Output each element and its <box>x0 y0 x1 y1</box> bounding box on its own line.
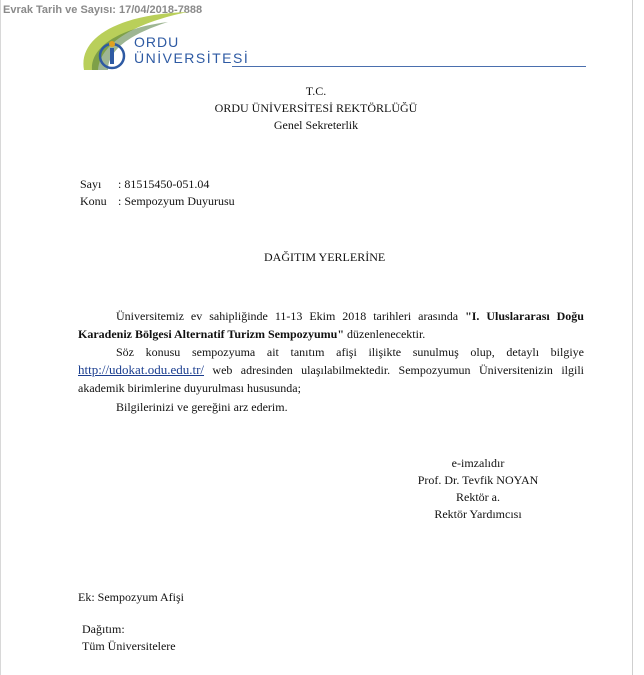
paragraph-3 <box>78 398 584 416</box>
symposium-link[interactable]: http://udokat.odu.edu.tr/ <box>78 362 205 377</box>
p2-text-start: Söz konusu sempozyuma ait tanıtım afişi ilişikte sunulmuş olup, detaylı bilgiye <box>116 345 584 359</box>
signature-title-2: Rektör Yardımcısı <box>434 507 522 521</box>
logo-emblem-dot <box>109 41 115 47</box>
paragraph-1 <box>78 307 584 343</box>
logo-line-2: ÜNİVERSİTESİ <box>134 50 250 66</box>
konu-value: : Sempozyum Duyurusu <box>118 194 235 208</box>
signature-name: Prof. Dr. Tevfik NOYAN <box>417 473 539 487</box>
logo-emblem-bar <box>110 48 114 64</box>
symposium-title: "I. Uluslararası Doğu Karadeniz Bölgesi Alternatif Turizm Sempozyumu" <box>78 309 584 341</box>
p3-text: Bilgilerinizi ve gereğini arz ederim. <box>116 400 288 414</box>
signature-title-1: Rektör a. <box>456 490 500 504</box>
sayi-label: Sayı <box>80 177 102 191</box>
logo-wordmark <box>134 34 249 66</box>
header-institution: ORDU ÜNİVERSİTESİ REKTÖRLÜĞÜ <box>214 101 418 115</box>
attachment: Ek: Sempozyum Afişi <box>78 590 184 604</box>
p1-text-end: düzenlenecektir. <box>344 327 426 341</box>
document-stamp: Evrak Tarih ve Sayısı: 17/04/2018-7888 <box>3 4 203 16</box>
header-tc: T.C. <box>305 84 327 98</box>
signature-note: e-imzalıdır <box>451 456 505 470</box>
p1-text-start: Üniversitemiz ev sahipliğinde 11-13 Ekim 2018 tarihleri arasında <box>116 309 466 323</box>
distribution-value: Tüm Üniversitelere <box>82 639 176 653</box>
logo-line-1: ORDU <box>134 34 180 50</box>
distribution-label: Dağıtım: <box>82 622 125 636</box>
paragraph-2 <box>78 343 584 397</box>
p2-text-end: web adresinden ulaşılabilmektedir. Sempozyumun Üniversitenizin ilgili akademik birimlerine duyurulması hususunda; <box>78 363 584 395</box>
recipient-heading: DAĞITIM YERLERİNE <box>264 250 386 264</box>
header-department: Genel Sekreterlik <box>273 118 359 132</box>
konu-label: Konu <box>80 194 107 208</box>
header-rule <box>232 66 586 67</box>
sayi-value: : 81515450-051.04 <box>118 177 210 191</box>
